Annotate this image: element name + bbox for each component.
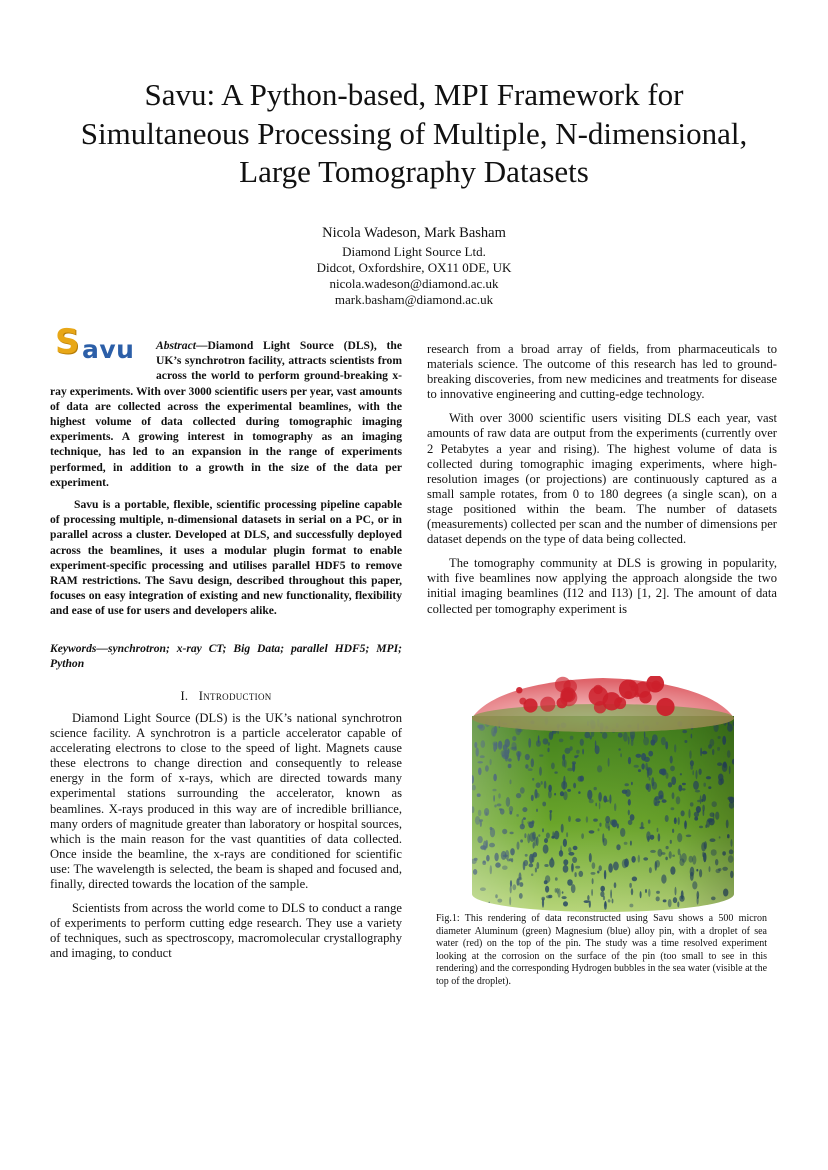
keywords	[50, 641, 402, 671]
hydrogen-bubble	[516, 687, 522, 693]
logo-letters: avu	[82, 335, 135, 364]
logo-letter-s: S	[55, 322, 80, 362]
body-paragraph: Diamond Light Source (DLS) is the UK’s national synchrotron science facility. A synchrotron is a particle accelerator capable of accelerating electrons to close to the speed of light. Magnets cause these electrons to change direction and consequently to release energy in the form of x-rays, which are directed towards many experimental stations surrounding the accelerator, known as beamlines. X-rays produced in this way are of incredible brilliance, many orders of magnitude greater than laboratory or hospital sources, which is the main reason for the vast quantities of data collected. Once inside the beamline, the x-rays are conditioned for scientific use: The wavelength is selected, the beam is shaped and focused and, finally, directed towards the location of the sample.	[50, 711, 402, 892]
hydrogen-bubble	[639, 691, 651, 703]
body-paragraph: The tomography community at DLS is growing in popularity, with five beamlines now applying the approach alongside the two initial imaging beamlines (I12 and I13) [1, 2]. The amount of data collected per tomography experiment is	[427, 556, 777, 616]
hydrogen-bubble	[540, 697, 555, 712]
hydrogen-bubble	[656, 698, 674, 716]
affiliation-line: Diamond Light Source Ltd.	[342, 244, 486, 259]
abstract-label: Abstract—	[156, 339, 208, 352]
abstract-text: Diamond Light Source (DLS), the UK’s synchrotron facility, attracts scientists from across the world to perform ground-breaking x-ray experiments. With over 3000 scientific users per year, vast amounts of data are collected across the experimental beamlines, with the highest volume of data collected during tomographic imaging experiments. A growing interest in tomography as an imaging technique, has led to an expansion in the range of experiments performed, in addition to a growth in the size of the data per experiment.	[50, 339, 402, 489]
introduction-body	[50, 711, 402, 962]
title-line: Large Tomography Datasets	[239, 154, 589, 189]
hydrogen-bubble	[617, 698, 622, 703]
paper-title	[30, 76, 798, 192]
abstract	[50, 322, 402, 490]
email-link[interactable]: nicola.wadeson@diamond.ac.uk	[329, 276, 499, 291]
section-title: Introduction	[198, 689, 272, 703]
abstract-paragraph-2	[50, 497, 402, 619]
body-paragraph: With over 3000 scientific users visiting DLS each year, vast amounts of raw data are output from the experiments (currently over 2 Petabytes a year and rising). The highest volume of data is collected during tomographic imaging experiments, where high-resolution images (or projections) are continuously captured as a small sample rotates, from 0 to 180 degrees (a single scan), on a stage positioned within the beam. The number of datasets (measurements) collected per scan and the number of dimensions per dataset depends on the type of data being collected.	[427, 411, 777, 547]
right-column-body	[427, 342, 777, 617]
body-paragraph: Scientists from across the world come to DLS to conduct a range of experiments to perform cutting edge research. They use a variety of techniques, such as spectroscopy, macromolecular crystallography and imaging, to conduct	[50, 901, 402, 961]
hydrogen-bubble	[562, 690, 574, 702]
title-line: Savu: A Python-based, MPI Framework for	[144, 77, 684, 112]
abstract-text-2: Savu is a portable, flexible, scientific processing pipeline capable of processing multiple, n-dimensional datasets in serial on a PC, or in parallel across a cluster. Developed at DLS, and successfully deployed across the beamlines, it uses a modular plugin format to enable experiment-specific processing and utilises parallel HDF5 to remove RAM restrictions. The Savu design, described throughout this paper, focuses on easy integration of existing and new functionality, flexibility and ease of use for users and developers alike.	[50, 498, 402, 618]
hydrogen-bubble	[589, 686, 609, 706]
section-number: I.	[180, 689, 189, 703]
section-heading	[50, 689, 402, 704]
email-link[interactable]: mark.basham@diamond.ac.uk	[334, 292, 494, 307]
keywords-text: Keywords—synchrotron; x-ray CT; Big Data; parallel HDF5; MPI; Python	[50, 642, 402, 671]
pin-rendering-image	[468, 676, 738, 914]
figure-caption: Fig.1: This rendering of data reconstructed using Savu shows a 500 micron diameter Aluminum (green) Magnesium (blue) alloy pin, with a droplet of sea water (red) on the top of the pin. The study was a time resolved experiment looking at the corrosion on the surface of the pin (too small to see in this rendering) and the corresponding Hydrogen bubbles in the sea water (visible at the top of the droplet).	[436, 913, 768, 987]
magnesium-spot	[476, 901, 478, 910]
body-paragraph: research from a broad array of fields, from pharmaceuticals to materials science. The outcome of this research has led to ground-breaking discoveries, from new medicines and treatments for disease to innovative engineering and cutting-edge technology.	[427, 342, 777, 402]
hydrogen-bubble	[619, 680, 639, 700]
figure-rendering	[468, 676, 738, 914]
affiliation	[0, 244, 828, 308]
affiliation-line: Didcot, Oxfordshire, OX11 0DE, UK	[316, 260, 512, 275]
title-line: Simultaneous Processing of Multiple, N-dimensional,	[80, 115, 748, 151]
savu-logo	[50, 322, 150, 382]
hydrogen-bubble	[519, 698, 526, 705]
authors: Nicola Wadeson, Mark Basham	[322, 225, 506, 241]
